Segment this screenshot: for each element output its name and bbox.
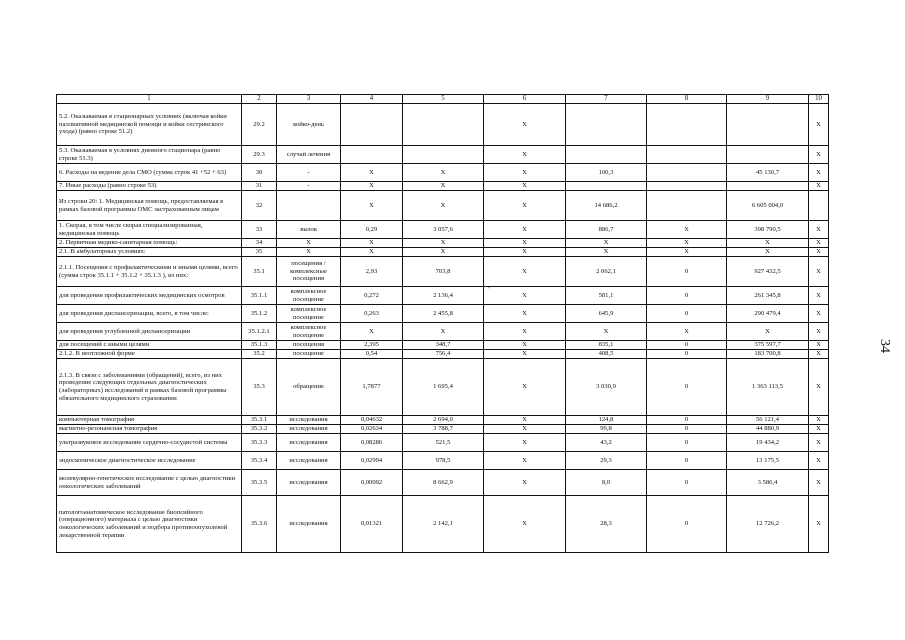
cell-row-code: 35.3.4: [242, 452, 277, 470]
cell-unit: -: [277, 164, 341, 182]
cell-col6: X: [484, 257, 566, 287]
cell-row-code: 32: [242, 191, 277, 221]
table-row: [57, 425, 829, 434]
cell-col8: [647, 104, 727, 146]
cell-norm-volume: 0,01321: [341, 496, 403, 553]
cell-col6: X: [484, 452, 566, 470]
cell-row-code: 29.2: [242, 104, 277, 146]
cell-col9: X: [727, 239, 809, 248]
cell-col7: 29,3: [566, 452, 647, 470]
cell-col9: [727, 104, 809, 146]
cell-unit: вызов: [277, 221, 341, 239]
cell-norm-cost: 978,5: [403, 452, 484, 470]
cell-description: для посещений с иными целями: [57, 341, 242, 350]
cell-col7: 8,0: [566, 470, 647, 496]
table-row: [57, 305, 829, 323]
cell-col6: X: [484, 146, 566, 164]
cell-description: 2.1.1. Посещения с профилактическими и иными целями, всего (сумма строк 35.1.1 + 35.1.2 + 35.1.3 ), из них:: [57, 257, 242, 287]
cell-col9: 927 432,5: [727, 257, 809, 287]
table-row: [57, 182, 829, 191]
cell-col9: 398 790,5: [727, 221, 809, 239]
cell-col7: 408,5: [566, 350, 647, 359]
table-row: [57, 496, 829, 553]
cell-col10: X: [809, 496, 829, 553]
cell-col6: X: [484, 341, 566, 350]
cell-unit: койко-день: [277, 104, 341, 146]
header-cell-6: 6: [484, 95, 566, 104]
header-cell-5: 5: [403, 95, 484, 104]
cell-col8: X: [647, 248, 727, 257]
cell-col10: X: [809, 341, 829, 350]
cell-description: ультразвуковое исследование сердечно-сосудистой системы: [57, 434, 242, 452]
cell-col7: 3 030,9: [566, 359, 647, 416]
table-row: [57, 287, 829, 305]
cell-description: молекулярно-генетическое исследование с целью диагностики онкологических заболеваний: [57, 470, 242, 496]
cell-description: 7. Иные расходы (равно строке 53): [57, 182, 242, 191]
cell-norm-volume: X: [341, 164, 403, 182]
table-row: [57, 470, 829, 496]
cell-col8: 0: [647, 434, 727, 452]
cell-col9: X: [727, 248, 809, 257]
cell-col8: X: [647, 323, 727, 341]
cell-unit: исследования: [277, 470, 341, 496]
cell-unit: комплексное посещение: [277, 323, 341, 341]
table-row: [57, 239, 829, 248]
cell-row-code: 35.1.2: [242, 305, 277, 323]
cell-col8: 0: [647, 416, 727, 425]
cell-description: 2.1.3. В связи с заболеваниями (обращений), всего, из них проведение следующих отдельных диагностических (лабораторных) исследований в рамках базовой программы обязательного медицинского страхования:: [57, 359, 242, 416]
cell-col7: 28,3: [566, 496, 647, 553]
header-cell-9: 9: [727, 95, 809, 104]
cell-col10: X: [809, 257, 829, 287]
table-row: [57, 416, 829, 425]
cell-description: компьютерная томография: [57, 416, 242, 425]
cell-col7: X: [566, 248, 647, 257]
cell-col6: X: [484, 434, 566, 452]
cell-row-code: 35.2: [242, 350, 277, 359]
cell-norm-cost: X: [403, 182, 484, 191]
cell-col7: 835,1: [566, 341, 647, 350]
cell-unit: посещения: [277, 341, 341, 350]
cell-col7: 124,8: [566, 416, 647, 425]
cell-col7: 43,2: [566, 434, 647, 452]
cell-col9: [727, 182, 809, 191]
cell-col7: 14 686,2: [566, 191, 647, 221]
cell-description: 2.1.2. В неотложной форме: [57, 350, 242, 359]
cell-row-code: 35.3.3: [242, 434, 277, 452]
cell-row-code: 35.3.5: [242, 470, 277, 496]
cell-description: 5.3. Оказываемая в условиях дневного стационара (равно строке 51.3): [57, 146, 242, 164]
cell-col9: 375 597,7: [727, 341, 809, 350]
cell-col10: X: [809, 248, 829, 257]
cell-norm-cost: 3 788,7: [403, 425, 484, 434]
cell-col7: [566, 146, 647, 164]
cell-col10: X: [809, 104, 829, 146]
cell-col6: X: [484, 164, 566, 182]
cell-norm-cost: 8 662,9: [403, 470, 484, 496]
cell-description: 1. Скорая, в том числе скорая специализированная, медицинская помощь: [57, 221, 242, 239]
cell-description: патологоанатомическое исследование биопсийного (операционного) материала с целью диагностики онкологических заболеваний и подбора противоопухолевой лекарственной терапии: [57, 496, 242, 553]
cell-col8: 0: [647, 341, 727, 350]
table-row: [57, 359, 829, 416]
table-row: [57, 104, 829, 146]
cell-col10: X: [809, 287, 829, 305]
cell-description: для проведения диспансеризации, всего, в том числе:: [57, 305, 242, 323]
cell-col10: X: [809, 416, 829, 425]
cell-description: для проведения профилактических медицинских осмотров: [57, 287, 242, 305]
cell-col6: X: [484, 191, 566, 221]
cell-col9: 19 434,2: [727, 434, 809, 452]
cell-col9: 6 605 004,0: [727, 191, 809, 221]
cell-col8: [647, 182, 727, 191]
cell-row-code: 34: [242, 239, 277, 248]
cell-col10: X: [809, 221, 829, 239]
cell-col6: X: [484, 248, 566, 257]
cell-col7: [566, 104, 647, 146]
cell-row-code: 35.3.1: [242, 416, 277, 425]
cell-row-code: 35.1.1: [242, 287, 277, 305]
table-row: [57, 146, 829, 164]
cell-col6: X: [484, 350, 566, 359]
cell-col8: 0: [647, 305, 727, 323]
cell-norm-cost: X: [403, 323, 484, 341]
table-row: [57, 257, 829, 287]
cell-col8: X: [647, 221, 727, 239]
cell-row-code: 31: [242, 182, 277, 191]
cell-norm-cost: X: [403, 239, 484, 248]
cell-norm-volume: X: [341, 248, 403, 257]
cell-col9: 13 175,5: [727, 452, 809, 470]
cell-norm-cost: 2 142,1: [403, 496, 484, 553]
header-cell-4: 4: [341, 95, 403, 104]
cell-col7: 2 062,1: [566, 257, 647, 287]
cell-col10: X: [809, 425, 829, 434]
cell-description: 5.2. Оказываемая в стационарных условиях (включая койки паллиативной медицинской помощи и койки сестринского ухода) (равно строке 51.2): [57, 104, 242, 146]
cell-col9: X: [727, 323, 809, 341]
cell-col9: 12 726,2: [727, 496, 809, 553]
cell-row-code: 33: [242, 221, 277, 239]
cell-norm-volume: 0,02994: [341, 452, 403, 470]
cell-description: Из строки 20: 1. Медицинская помощь, предоставляемая в рамках базовой программы ОМС застрахованным лицам: [57, 191, 242, 221]
cell-col10: X: [809, 182, 829, 191]
cell-norm-volume: 0,02634: [341, 425, 403, 434]
cell-col8: 0: [647, 425, 727, 434]
cell-col10: X: [809, 350, 829, 359]
cell-col9: 1 363 113,5: [727, 359, 809, 416]
cell-norm-cost: 3 057,6: [403, 221, 484, 239]
cell-col7: X: [566, 323, 647, 341]
cell-col9: 3 586,4: [727, 470, 809, 496]
cell-unit: исследования: [277, 425, 341, 434]
cell-unit: обращение: [277, 359, 341, 416]
cell-norm-cost: 703,8: [403, 257, 484, 287]
cell-col7: [566, 182, 647, 191]
cell-norm-cost: 2 136,4: [403, 287, 484, 305]
cell-row-code: 35: [242, 248, 277, 257]
cell-norm-volume: 0,272: [341, 287, 403, 305]
cell-row-code: 30: [242, 164, 277, 182]
cell-col9: [727, 146, 809, 164]
cell-norm-cost: 2 694,0: [403, 416, 484, 425]
cell-norm-volume: X: [341, 191, 403, 221]
cell-col6: X: [484, 221, 566, 239]
cell-norm-volume: X: [341, 182, 403, 191]
cell-col10: X: [809, 470, 829, 496]
cell-norm-cost: 521,5: [403, 434, 484, 452]
header-cell-3: 3: [277, 95, 341, 104]
cell-col6: X: [484, 470, 566, 496]
cell-col10: [809, 191, 829, 221]
cell-unit: исследования: [277, 416, 341, 425]
cell-col9: 261 345,8: [727, 287, 809, 305]
cell-norm-cost: 348,7: [403, 341, 484, 350]
cell-unit: исследования: [277, 452, 341, 470]
cell-col6: X: [484, 104, 566, 146]
table-row: [57, 164, 829, 182]
table-row: [57, 248, 829, 257]
table-row: [57, 191, 829, 221]
cell-norm-cost: X: [403, 191, 484, 221]
cell-col9: 56 121,4: [727, 416, 809, 425]
header-cell-8: 8: [647, 95, 727, 104]
cell-col10: X: [809, 146, 829, 164]
cell-unit: -: [277, 182, 341, 191]
cell-unit: случай лечения: [277, 146, 341, 164]
cell-norm-volume: X: [341, 239, 403, 248]
cell-unit: исследования: [277, 496, 341, 553]
cell-unit: посещение: [277, 350, 341, 359]
cell-col7: 886,7: [566, 221, 647, 239]
cell-col10: X: [809, 434, 829, 452]
table-row: [57, 452, 829, 470]
cell-col8: [647, 146, 727, 164]
cell-col8: 0: [647, 470, 727, 496]
cell-norm-volume: [341, 146, 403, 164]
cell-norm-cost: X: [403, 248, 484, 257]
cell-unit: X: [277, 248, 341, 257]
cell-col7: 100,3: [566, 164, 647, 182]
cell-row-code: 35.3: [242, 359, 277, 416]
table-row: [57, 350, 829, 359]
cell-norm-volume: X: [341, 323, 403, 341]
cell-col6: X: [484, 182, 566, 191]
cell-col9: 290 479,4: [727, 305, 809, 323]
cell-norm-volume: 0,08286: [341, 434, 403, 452]
cell-col10: X: [809, 323, 829, 341]
cell-col8: 0: [647, 359, 727, 416]
cell-unit: комплексное посещение: [277, 305, 341, 323]
cell-norm-volume: 0,29: [341, 221, 403, 239]
cell-row-code: 35.3.6: [242, 496, 277, 553]
cell-col8: [647, 191, 727, 221]
table-row: [57, 221, 829, 239]
cell-norm-cost: [403, 104, 484, 146]
cell-col8: [647, 164, 727, 182]
cell-col8: 0: [647, 496, 727, 553]
table-header-row: [57, 95, 829, 104]
table-row: [57, 434, 829, 452]
cell-col8: X: [647, 239, 727, 248]
cell-norm-volume: 0,263: [341, 305, 403, 323]
cell-description: эндоскопическое диагностическое исследование: [57, 452, 242, 470]
cell-norm-volume: 0,00092: [341, 470, 403, 496]
cell-unit: исследования: [277, 434, 341, 452]
cell-unit: посещения / комплексные посещения: [277, 257, 341, 287]
cell-col7: 581,1: [566, 287, 647, 305]
cell-row-code: 35.1.2.1: [242, 323, 277, 341]
cell-norm-volume: 2,93: [341, 257, 403, 287]
header-cell-2: 2: [242, 95, 277, 104]
cell-norm-cost: [403, 146, 484, 164]
cell-norm-volume: 1,7877: [341, 359, 403, 416]
cell-col6: X: [484, 323, 566, 341]
cell-description: 6. Расходы на ведение дела СМО (сумма строк 41 +52 + 63): [57, 164, 242, 182]
cell-unit: [277, 191, 341, 221]
cell-description: 2.1. В амбулаторных условиях:: [57, 248, 242, 257]
cell-col9: 44 880,9: [727, 425, 809, 434]
scan-mark: '': [488, 287, 491, 293]
table-row: [57, 341, 829, 350]
cell-unit: комплексное посещение: [277, 287, 341, 305]
cell-description: магнитно-резонансная томография: [57, 425, 242, 434]
header-cell-7: 7: [566, 95, 647, 104]
header-cell-10: 10: [809, 95, 829, 104]
cell-row-code: 35.1: [242, 257, 277, 287]
cell-norm-cost: 2 455,8: [403, 305, 484, 323]
cell-col7: X: [566, 239, 647, 248]
cell-col7: 99,8: [566, 425, 647, 434]
cell-col6: X: [484, 359, 566, 416]
cell-col8: 0: [647, 257, 727, 287]
cell-col6: X: [484, 496, 566, 553]
data-table: [56, 94, 829, 553]
cell-row-code: 35.1.3: [242, 341, 277, 350]
cell-norm-cost: 756,4: [403, 350, 484, 359]
cell-norm-volume: [341, 104, 403, 146]
cell-col8: 0: [647, 350, 727, 359]
cell-col8: 0: [647, 287, 727, 305]
cell-col6: X: [484, 239, 566, 248]
cell-norm-volume: 0,04632: [341, 416, 403, 425]
cell-norm-volume: 0,54: [341, 350, 403, 359]
cell-col6: X: [484, 305, 566, 323]
cell-col9: 45 130,7: [727, 164, 809, 182]
table-row: [57, 323, 829, 341]
cell-col6: X: [484, 416, 566, 425]
cell-row-code: 29.3: [242, 146, 277, 164]
cell-row-code: 35.3.2: [242, 425, 277, 434]
cell-col10: X: [809, 239, 829, 248]
cell-col10: X: [809, 452, 829, 470]
cell-col6: X: [484, 287, 566, 305]
cell-col10: X: [809, 305, 829, 323]
header-cell-1: 1: [57, 95, 242, 104]
cell-col6: X: [484, 425, 566, 434]
cell-col10: X: [809, 359, 829, 416]
cell-col8: 0: [647, 452, 727, 470]
cell-norm-volume: 2,395: [341, 341, 403, 350]
cell-unit: X: [277, 239, 341, 248]
cell-col7: 645,9: [566, 305, 647, 323]
cell-norm-cost: X: [403, 164, 484, 182]
page-number: 34: [877, 339, 892, 353]
cell-norm-cost: 1 695,4: [403, 359, 484, 416]
cell-description: 2. Первичная медико-санитарная помощь:: [57, 239, 242, 248]
cell-col9: 183 700,8: [727, 350, 809, 359]
cell-col10: X: [809, 164, 829, 182]
cell-description: для проведения углубленной диспансеризации: [57, 323, 242, 341]
